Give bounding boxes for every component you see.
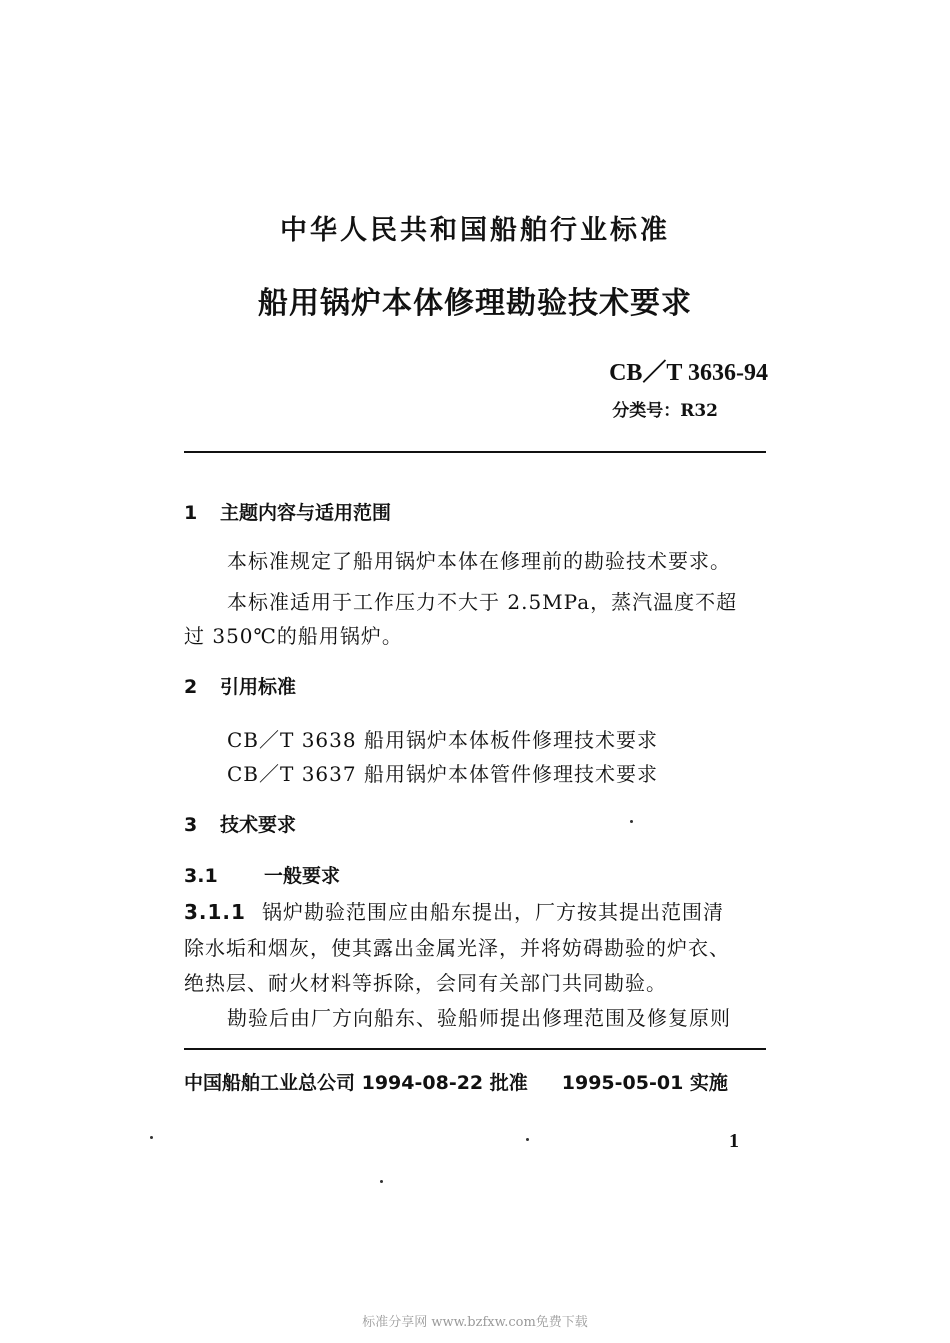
paragraph: 本标准规定了船用锅炉本体在修理前的勘验技术要求。: [227, 549, 731, 573]
section-title: 一般要求: [264, 865, 341, 887]
scan-speck: [630, 820, 633, 823]
reference-standard: CB／T 3638 船用锅炉本体板件修理技术要求: [227, 728, 658, 752]
standard-code: CB／T 3636-94: [609, 360, 768, 386]
footer-approval-line: [184, 1068, 728, 1095]
scan-speck: [150, 1136, 153, 1139]
clause-text: 锅炉勘验范围应由船东提出，厂方按其提出范围清: [262, 900, 724, 924]
section-title: 技术要求: [220, 814, 297, 836]
section-number: 3: [184, 814, 198, 836]
section-number: 2: [184, 676, 198, 698]
subsection-3-1-heading: [184, 861, 340, 888]
clause-text: 绝热层、耐火材料等拆除，会同有关部门共同勘验。: [184, 971, 667, 995]
footer-divider: [184, 1048, 766, 1050]
section-number: 1: [184, 502, 198, 524]
document-title: 船用锅炉本体修理勘验技术要求: [258, 286, 692, 321]
scan-speck: [526, 1138, 529, 1141]
section-title: 主题内容与适用范围: [220, 502, 392, 524]
org-title: 中华人民共和国船舶行业标准: [280, 215, 670, 246]
reference-standard: CB／T 3637 船用锅炉本体管件修理技术要求: [227, 762, 658, 786]
clause-text: 勘验后由厂方向船东、验船师提出修理范围及修复原则: [227, 1006, 731, 1030]
section-title: 引用标准: [220, 676, 297, 698]
header-divider: [184, 451, 766, 453]
classification-number: 分类号：R32: [612, 401, 718, 421]
section-1-heading: [184, 498, 391, 525]
page-number: 1: [729, 1130, 739, 1152]
section-3-heading: [184, 810, 296, 837]
clause-text: 除水垢和烟灰，使其露出金属光泽，并将妨碍勘验的炉衣、: [184, 936, 730, 960]
paragraph-continuation: 过 350℃的船用锅炉。: [184, 624, 403, 648]
section-number: 3.1: [184, 865, 218, 887]
approval-info: 中国船舶工业总公司 1994-08-22 批准: [184, 1072, 528, 1094]
section-2-heading: [184, 672, 296, 699]
watermark: 标准分享网 www.bzfxw.com免费下载: [362, 1315, 588, 1330]
clause-3-1-1: [184, 896, 724, 925]
paragraph: 本标准适用于工作压力不大于 2.5MPa，蒸汽温度不超: [227, 590, 738, 614]
clause-number: 3.1.1: [184, 900, 246, 924]
scan-speck: [380, 1180, 383, 1183]
effective-date: 1995-05-01 实施: [561, 1072, 728, 1094]
